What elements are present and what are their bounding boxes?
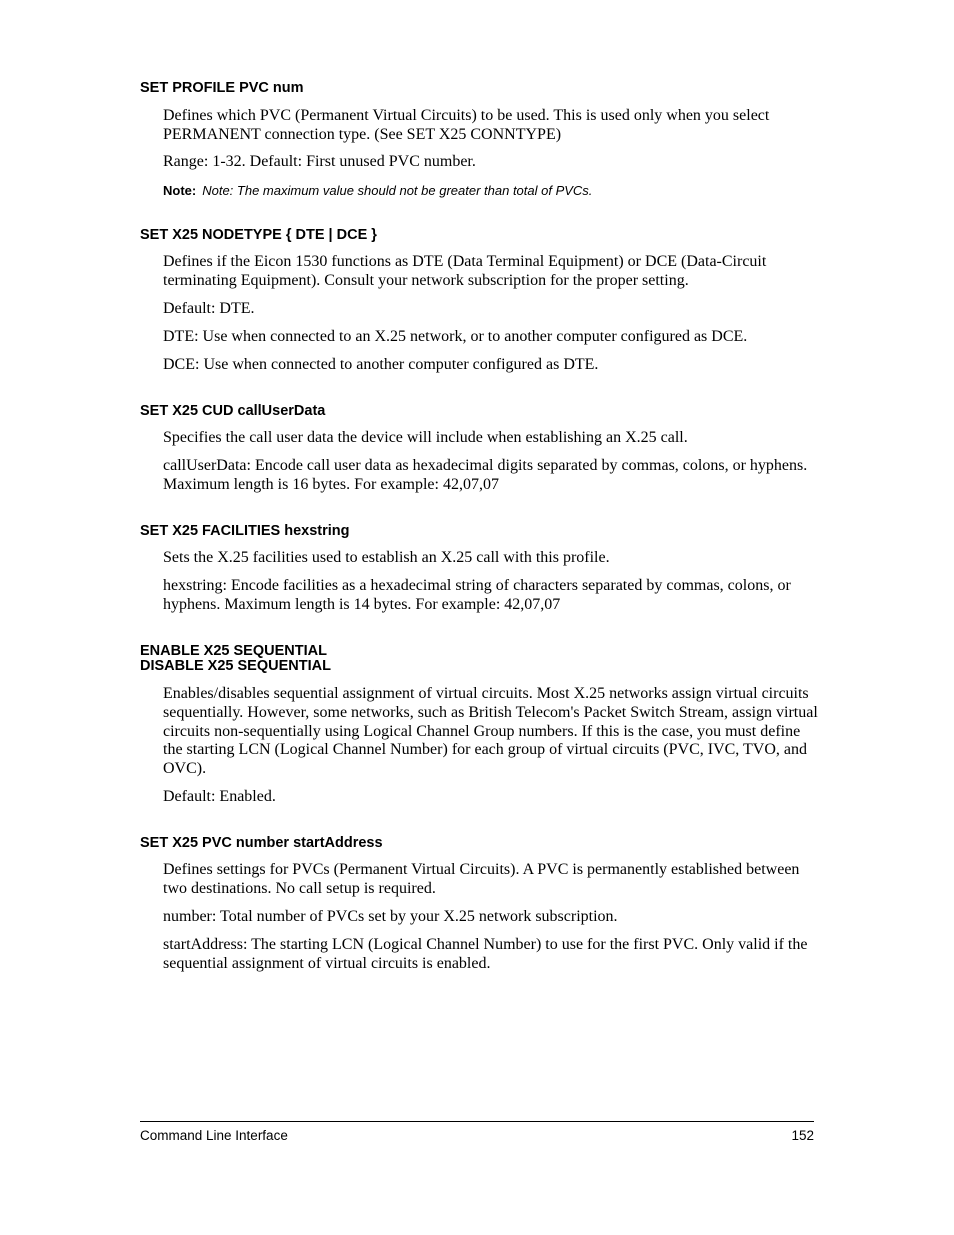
paragraph: startAddress: The starting LCN (Logical Channel Number) to use for the first PVC. Only valid if the sequential assignment of virtual circuits is enabled. bbox=[163, 936, 808, 972]
section-heading-set-x25-facilities: SET X25 FACILITIES hexstring bbox=[140, 523, 350, 539]
section-heading-set-x25-nodetype: SET X25 NODETYPE { DTE | DCE } bbox=[140, 227, 377, 243]
paragraph: DTE: Use when connected to an X.25 network, or to another computer configured as DCE. bbox=[163, 328, 748, 345]
paragraph: Defines which PVC (Permanent Virtual Circuits) to be used. This is used only when you select PERMANENT connection type. (See SET X25 CONNTYPE) bbox=[163, 107, 770, 143]
section-heading-set-profile-pvc: SET PROFILE PVC num bbox=[140, 80, 304, 96]
note bbox=[163, 183, 823, 199]
section-heading-set-x25-cud: SET X25 CUD callUserData bbox=[140, 403, 326, 419]
paragraph: callUserData: Encode call user data as hexadecimal digits separated by commas, colons, or hyphens. Maximum length is 16 bytes. For example: 42,07,07 bbox=[163, 457, 808, 493]
paragraph: number: Total number of PVCs set by your X.25 network subscription. bbox=[163, 908, 618, 925]
paragraph: Enables/disables sequential assignment of virtual circuits. Most X.25 networks assign virtual circuits sequentially. However, some networks, such as British Telecom's Packet Switch Stream, assign virtual circuits non-sequentially using Logical Channel Group numbers. If this is the case, you must define the starting LCN (Logical Channel Number) for each group of virtual circuits (PVC, IVC, TVO, and OVC). bbox=[163, 685, 818, 778]
section-heading-disable-x25-sequential: DISABLE X25 SEQUENTIAL bbox=[140, 658, 331, 674]
paragraph: Sets the X.25 facilities used to establish an X.25 call with this profile. bbox=[163, 549, 610, 566]
paragraph: Default: DTE. bbox=[163, 300, 255, 317]
paragraph: Range: 1-32. Default: First unused PVC number. bbox=[163, 153, 476, 170]
section-heading-enable-x25-sequential: ENABLE X25 SEQUENTIAL bbox=[140, 643, 327, 659]
footer-divider bbox=[140, 1121, 814, 1122]
paragraph: Defines if the Eicon 1530 functions as DTE (Data Terminal Equipment) or DCE (Data-Circuit terminating Equipment). Consult your network subscription for the proper setting. bbox=[163, 253, 767, 289]
paragraph: hexstring: Encode facilities as a hexadecimal string of characters separated by commas, colons, or hyphens. Maximum length is 14 bytes. For example: 42,07,07 bbox=[163, 577, 791, 613]
paragraph: Defines settings for PVCs (Permanent Virtual Circuits). A PVC is permanently established between two destinations. No call setup is required. bbox=[163, 861, 800, 897]
section-heading-set-x25-pvc: SET X25 PVC number startAddress bbox=[140, 835, 383, 851]
page-number: 152 bbox=[791, 1128, 814, 1143]
paragraph: DCE: Use when connected to another computer configured as DTE. bbox=[163, 356, 599, 373]
note-text: Note: The maximum value should not be greater than total of PVCs. bbox=[202, 183, 593, 198]
footer-title: Command Line Interface bbox=[140, 1128, 288, 1143]
paragraph: Default: Enabled. bbox=[163, 788, 276, 805]
note-label: Note: bbox=[163, 183, 197, 198]
paragraph: Specifies the call user data the device will include when establishing an X.25 call. bbox=[163, 429, 688, 446]
